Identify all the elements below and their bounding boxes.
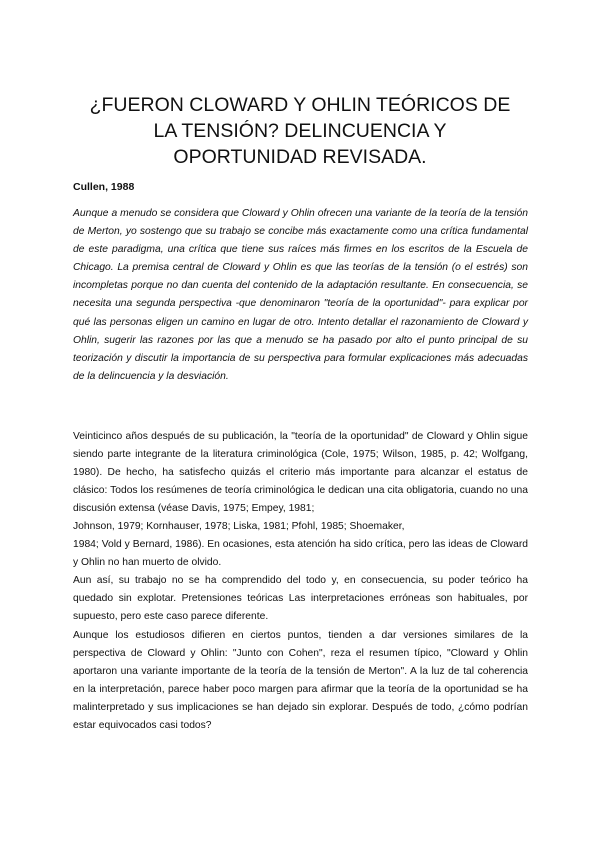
body-paragraph: Aunque los estudiosos difieren en ciertos puntos, tienden a dar versiones similares de la perspectiva de Cloward y Ohlin: "Junto con Cohen", reza el resumen típico, "Cloward y Ohlin aportaron una variante importante de la teoría de la tensión de Merton". A la luz de tal coherencia en la interpretación, parece haber poco margen para afirmar que la teoría de la oportunidad se ha malinterpretado y sus implicaciones se han dejado sin explorar. Después de todo, ¿cómo podrían estar equivocados casi todos? (73, 629, 528, 731)
abstract: Aunque a menudo se considera que Cloward y Ohlin ofrecen una variante de la teoría de la tensión de Merton, yo sostengo que su trabajo se concibe más exactamente como una crítica fundamental de este paradigma, una crítica que tiene sus raíces más firmes en los escritos de la Escuela de Chicago. La premisa central de Cloward y Ohlin es que las teorías de la tensión (o el estrés) son incompletas porque no dan cuenta del contenido de la adaptación resultante. En consecuencia, se necesita una segunda perspectiva -que denominaron "teoría de la oportunidad"- para explicar por qué las personas eligen un camino en lugar de otro. Intento detallar el razonamiento de Cloward y Ohlin, sugerir las razones por las que a menudo se ha pasado por alto el punto principal de su teorización y discutir la importancia de su perspectiva para formular explicaciones más adecuadas de la delincuencia y la desviación. (73, 208, 528, 382)
body-paragraph: Johnson, 1979; Kornhauser, 1978; Liska, 1981; Pfohl, 1985; Shoemaker, (73, 521, 405, 533)
body-paragraph: 1984; Vold y Bernard, 1986). En ocasiones, esta atención ha sido crítica, pero las ideas de Cloward y Ohlin no han muerto de olvido. (73, 539, 528, 569)
author-citation: Cullen, 1988 (73, 181, 135, 193)
body-paragraph: Aun así, su trabajo no se ha comprendido del todo y, en consecuencia, su poder teórico ha quedado sin explotar. Pretensiones teóricas Las interpretaciones erróneas son habituales, por supuesto, pero este caso parece diferente. (73, 575, 528, 623)
title-line: OPORTUNIDAD REVISADA. (173, 146, 427, 168)
body-text (73, 428, 528, 735)
paper-title (60, 92, 540, 170)
title-line: ¿FUERON CLOWARD Y OHLIN TEÓRICOS DE (89, 94, 511, 116)
body-paragraph: Veinticinco años después de su publicación, la "teoría de la oportunidad" de Cloward y Ohlin sigue siendo parte integrante de la literatura criminológica (Cole, 1975; Wilson, 1985, p. 42; Wolfgang, 1980). De hecho, ha satisfecho quizás el criterio más importante para alcanzar el estatus de clásico: Todos los resúmenes de teoría criminológica le dedican una cita obligatoria, cuando no una discusión extensa (véase Davis, 1975; Empey, 1981; (73, 431, 528, 515)
title-line: LA TENSIÓN? DELINCUENCIA Y (153, 120, 447, 142)
